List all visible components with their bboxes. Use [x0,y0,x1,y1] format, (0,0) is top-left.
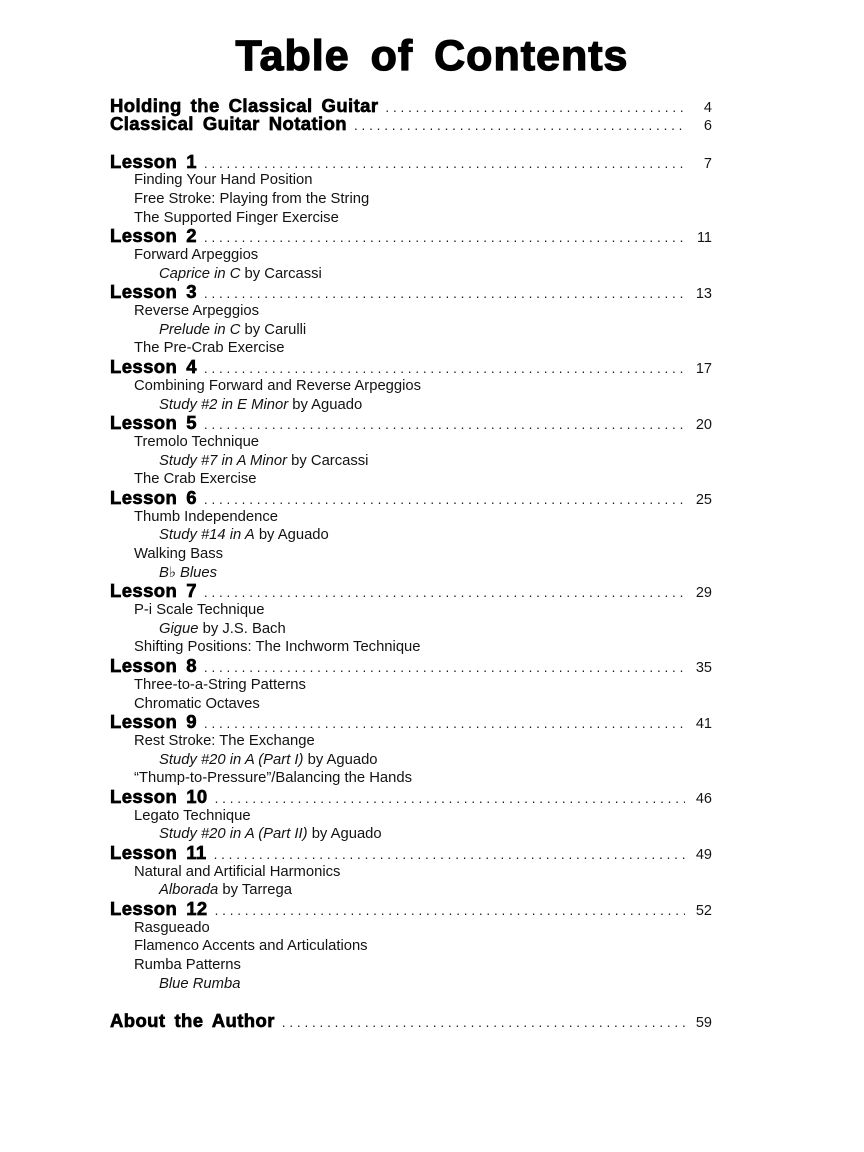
toc-entry-lesson-1 [110,150,712,172]
sub-item-text: by Aguado [254,527,329,544]
toc-entry-label: Lesson 8 [110,655,197,677]
dot-leader [204,285,685,304]
toc-entry-page: 59 [695,1015,712,1032]
toc-entry-label: Lesson 4 [110,356,197,378]
toc-sub-item [110,171,712,190]
dot-leader [204,491,685,510]
piece-title: Gigue [159,620,199,637]
toc-entry-lesson-2 [110,227,712,246]
toc-entry-lesson-8 [110,657,712,676]
toc-sub-item [110,302,712,321]
toc-sub-item [110,937,712,956]
sub-item-text: Rest Stroke: The Exchange [134,732,315,749]
sub-item-text: Flamenco Accents and Articulations [134,938,368,955]
dot-leader [204,229,685,248]
sub-item-text: by Aguado [303,751,378,768]
toc-entry-page: 29 [695,585,712,602]
toc-entry-label: Lesson 7 [110,580,197,602]
toc-entry-page: 35 [695,660,712,677]
sub-item-text: by Carulli [240,321,307,338]
toc-entry-label: Lesson 12 [110,898,208,920]
toc-list [110,94,712,1032]
sub-item-text: Thumb Independence [134,508,278,525]
dot-leader [385,99,685,118]
toc-entry-lesson-5 [110,414,712,433]
piece-title: Study #20 in A (Part I) [159,751,304,768]
toc-entry-page: 17 [695,361,712,378]
toc-piece-item [110,452,712,471]
piece-title: Study #20 in A (Part II) [159,826,308,843]
toc-spacer [110,134,712,153]
sub-item-text: Legato Technique [134,807,251,824]
sub-item-text: Forward Arpeggios [134,247,259,263]
sub-item-text: Free Stroke: Playing from the String [134,190,370,207]
sub-item-text: Chromatic Octaves [134,695,260,712]
toc-entry-classical-guitar-notation [110,115,712,134]
toc-entry-label: Lesson 1 [110,150,197,172]
toc-entry-label: Lesson 2 [110,225,197,247]
toc-sub-item [110,807,712,826]
sub-item-text: The Pre-Crab Exercise [134,340,285,357]
sub-item-text: The Supported Finger Exercise [134,209,339,226]
toc-entry-label: Lesson 3 [110,281,197,303]
piece-title: B♭ Blues [159,564,217,581]
sub-item-text: by Aguado [288,396,363,413]
toc-entry-label: Lesson 5 [110,412,197,434]
toc-sub-item [110,919,712,938]
piece-title: Blue Rumba [159,975,241,992]
dot-leader [204,584,685,603]
sub-item-text: by Tarrega [218,882,292,899]
toc-entry-page: 20 [695,417,712,434]
toc-entry-page: 46 [695,790,712,807]
toc-piece-item [110,564,712,583]
sub-item-text: Shifting Positions: The Inchworm Technique [134,639,421,656]
sub-item-text: Rasgueado [134,919,210,936]
toc-piece-item [110,526,712,545]
dot-leader [215,790,685,809]
toc-entry-lesson-4 [110,358,712,377]
dot-leader [282,1014,685,1033]
sub-item-text: Reverse Arpeggios [134,303,260,320]
sub-item-text: by Carcassi [287,452,369,469]
piece-title: Study #7 in A Minor [159,452,288,469]
toc-sub-item [110,545,712,564]
toc-entry-label: Lesson 9 [110,711,197,733]
dot-leader [354,117,685,136]
sub-item-text: Finding Your Hand Position [134,172,313,189]
sub-item-text: Three-to-a-String Patterns [134,676,306,693]
piece-title: Alborada [159,882,219,899]
toc-sub-item [110,209,712,228]
sub-item-text: by J.S. Bach [198,620,286,637]
piece-title: Study #14 in A [159,527,255,544]
toc-sub-item [110,339,712,358]
piece-title: Study #2 in E Minor [159,396,289,413]
toc-entry-label: Lesson 10 [110,785,208,807]
toc-entry-page: 4 [703,99,712,116]
toc-sub-item [110,508,712,527]
toc-entry-page: 49 [695,847,712,863]
toc-entry-label: About the Author [110,1010,275,1032]
toc-piece-item [110,396,712,415]
toc-piece-item [110,620,712,639]
sub-item-text: “Thump-to-Pressure”/Balancing the Hands [134,770,412,787]
toc-sub-item [110,470,712,489]
toc-piece-item [110,751,712,770]
toc-entry-lesson-12 [110,900,712,919]
dot-leader [214,846,685,865]
sub-item-text: by Carcassi [240,265,322,282]
sub-item-text: Combining Forward and Reverse Arpeggios [134,377,422,394]
toc-sub-item [110,377,712,396]
dot-leader [204,416,685,435]
toc-piece-item [110,321,712,340]
toc-sub-item [110,246,712,265]
toc-sub-item [110,695,712,714]
toc-sub-item [110,732,712,751]
sub-item-text: P-i Scale Technique [134,602,265,619]
page-title: Table of Contents [235,32,629,80]
toc-entry-lesson-11 [110,844,712,863]
toc-entry-page: 6 [703,118,712,135]
toc-entry-page: 52 [695,903,712,920]
toc-entry-lesson-6 [110,486,712,508]
toc-entry-label: Lesson 11 [110,842,207,863]
toc-entry-lesson-9 [110,713,712,732]
toc-piece-item [110,975,712,994]
toc-sub-item [110,638,712,657]
piece-title: Caprice in C [159,265,241,282]
toc-sub-item [110,433,712,452]
toc-entry-lesson-3 [110,283,712,302]
toc-sub-item [110,601,712,620]
toc-entry-page: 25 [695,491,712,508]
sub-item-text: Walking Bass [134,546,224,562]
toc-sub-item [110,676,712,695]
toc-entry-page: 41 [695,716,712,733]
toc-entry-page: 11 [696,230,712,247]
toc-sub-item [110,190,712,209]
toc-entry-label: Classical Guitar Notation [110,113,347,135]
sub-item-text: Rumba Patterns [134,957,241,974]
toc-entry-page: 7 [703,155,712,172]
toc-entry-lesson-7 [110,582,712,601]
piece-title: Prelude in C [159,321,241,338]
toc-sub-item [110,956,712,975]
toc-piece-item [110,265,712,284]
toc-entry-page: 13 [695,286,712,303]
sub-item-text: Natural and Artificial Harmonics [134,863,341,880]
sub-item-text: by Aguado [307,826,382,843]
sub-item-text: Tremolo Technique [134,433,260,450]
toc-entry-lesson-10 [110,785,712,807]
toc-entry-label: Lesson 6 [110,486,197,508]
toc-entry-label: Holding the Classical Guitar [110,94,379,116]
dot-leader [215,902,685,921]
toc-sub-item [110,863,712,882]
toc-entry-about-the-author [110,1012,712,1031]
sub-item-text: The Crab Exercise [134,471,257,488]
